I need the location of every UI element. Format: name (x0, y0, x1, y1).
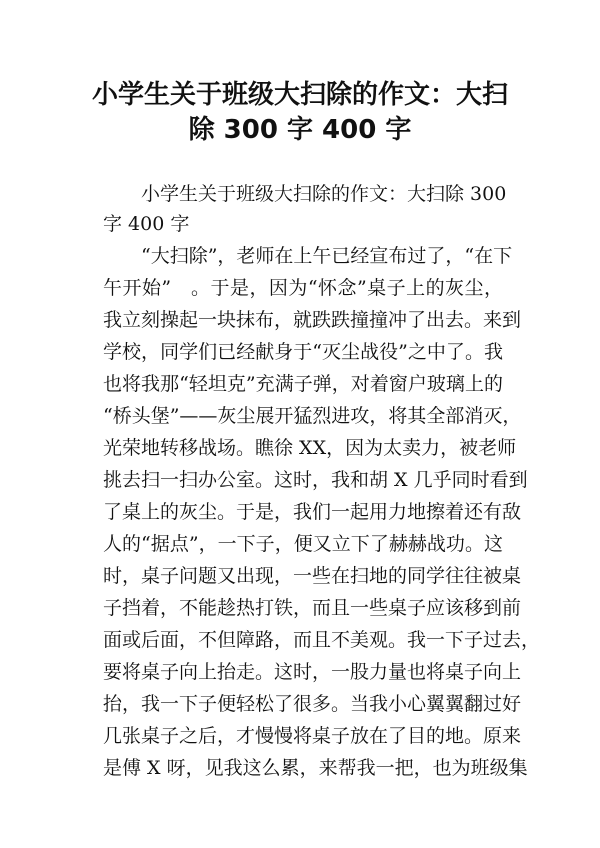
paragraph-line: 人的“据点”，一下子，便又立下了赫赫战功。这 (103, 533, 503, 555)
paragraph-line: 时，桌子问题又出现，一些在扫地的同学往往被桌 (103, 565, 522, 587)
paragraph-line: 也将我那“轻坦克”充满子弹，对着窗户玻璃上的 (103, 373, 503, 395)
paragraph-line: 抬，我一下子便轻松了很多。当我小心翼翼翻过好 (103, 693, 522, 715)
paragraph-line: 学校，同学们已经献身于“灭尘战役”之中了。我 (103, 341, 503, 363)
paragraph-line: 是傅 X 呀，见我这么累，来帮我一把，也为班级集 (103, 757, 528, 779)
document-title-line-2: 除 300 字 400 字 (188, 115, 412, 145)
paragraph-line: 要将桌子向上抬走。这时，一股力量也将桌子向上 (103, 661, 522, 683)
body-subtitle-line-1: 小学生关于班级大扫除的作文：大扫除 300 (141, 183, 507, 205)
paragraph-line: 午开始” 。于是，因为“怀念”桌子上的灰尘， (103, 277, 503, 299)
paragraph-line: 挑去扫一扫办公室。这时，我和胡 X 几乎同时看到 (103, 469, 528, 491)
paragraph-line: “桥头堡”——灰尘展开猛烈进攻，将其全部消灭， (103, 405, 522, 427)
paragraph-line: 子挡着，不能趁热打铁，而且一些桌子应该移到前 (103, 597, 522, 619)
document-title-line-1: 小学生关于班级大扫除的作文：大扫 (91, 80, 508, 110)
paragraph-line: 几张桌子之后，才慢慢将桌子放在了目的地。原来 (103, 725, 522, 747)
paragraph-line: 我立刻操起一块抹布，就跌跌撞撞冲了出去。来到 (103, 309, 522, 331)
paragraph-line: 面或后面，不但障路，而且不美观。我一下子过去， (103, 629, 541, 651)
paragraph-line: 光荣地转移战场。瞧徐 XX，因为太卖力，被老师 (103, 437, 517, 459)
paragraph-line: “大扫除”，老师在上午已经宣布过了，“在下 (141, 245, 513, 267)
body-subtitle-line-2: 字 400 字 (103, 213, 190, 235)
paragraph-line: 了桌上的灰尘。于是，我们一起用力地擦着还有敌 (103, 501, 522, 523)
